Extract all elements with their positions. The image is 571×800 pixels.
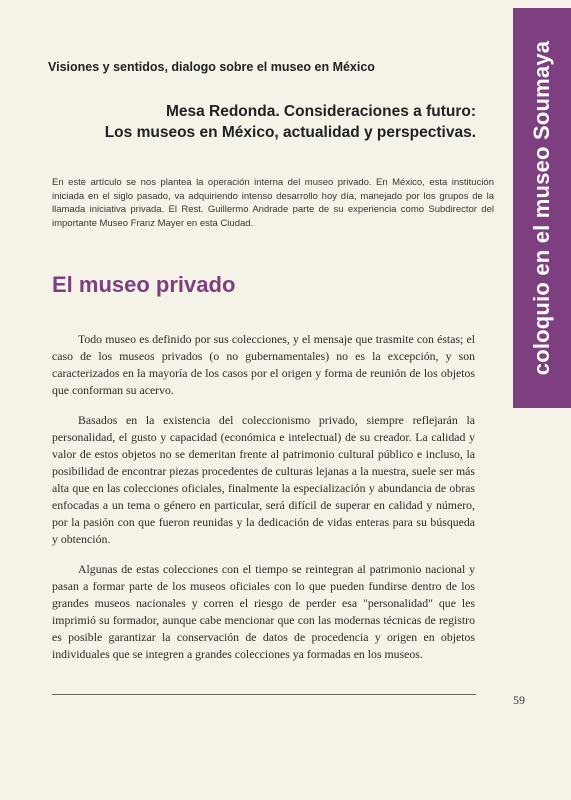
intro-abstract: En este artículo se nos plantea la operación interna del museo privado. En México, esta institución iniciada en el siglo pasado, va adquiriendo intenso desarrollo hoy día, manejado por los grupos de la llamada iniciativa privada. El Rest. Guillermo Andrade parte de su experiencia como Subdirector del importante Museo Franz Mayer en esta Ciudad. bbox=[52, 177, 494, 229]
body-text bbox=[52, 331, 475, 676]
side-tab-label: coloquio en el museo Soumaya bbox=[529, 40, 554, 376]
section-heading bbox=[96, 101, 476, 143]
running-head: Visiones y sentidos, dialogo sobre el museo en México bbox=[48, 60, 375, 74]
chapter-title: El museo privado bbox=[52, 272, 236, 297]
body-paragraph: Todo museo es definido por sus colecciones, y el mensaje que trasmite con éstas; el caso de los museos privados (o no gubernamentales) no es la excepción, y son caracterizados en la mayoría de los casos por el origen y forma de reunión de los objetos que conforman su acervo. bbox=[52, 332, 475, 397]
side-tab bbox=[513, 8, 571, 408]
section-heading-line-1: Mesa Redonda. Consideraciones a futuro: bbox=[165, 103, 476, 120]
body-paragraph: Algunas de estas colecciones con el tiempo se reintegran al patrimonio nacional y pasan a formar parte de los museos oficiales con lo que pueden fundirse dentro de los grandes museos nacionales y corren el riesgo de perder esa "personalidad" que les imprimió su formador, aunque cabe mencionar que con las modernas técnicas de registro es posible garantizar la conservación de datos de procedencia y origen en objetos individuales que se integren a grandes colecciones ya formadas en los museos. bbox=[52, 562, 475, 661]
body-paragraph: Basados en la existencia del coleccionismo privado, siempre reflejarán la personalidad, el gusto y capacidad (económica e intelectual) de su creador. La calidad y valor de estos objetos no se demeritan frente al patrimonio cultural público e incluso, la posibilidad de encontrar piezas procedentes de culturas lejanas a la nuestra, suele ser más alta que en las colecciones oficiales, finalmente la especialización y abundancia de obras enfocadas a un tema o género en particular, será difícil de superar en calidad y número, por la pasión con que fueron reunidas y la dedicación de vidas enteras para su búsqueda y obtención. bbox=[52, 413, 475, 546]
page-number: 59 bbox=[513, 693, 525, 707]
section-heading-line-2: Los museos en México, actualidad y perspectivas. bbox=[104, 124, 476, 141]
footer-rule bbox=[52, 694, 476, 695]
